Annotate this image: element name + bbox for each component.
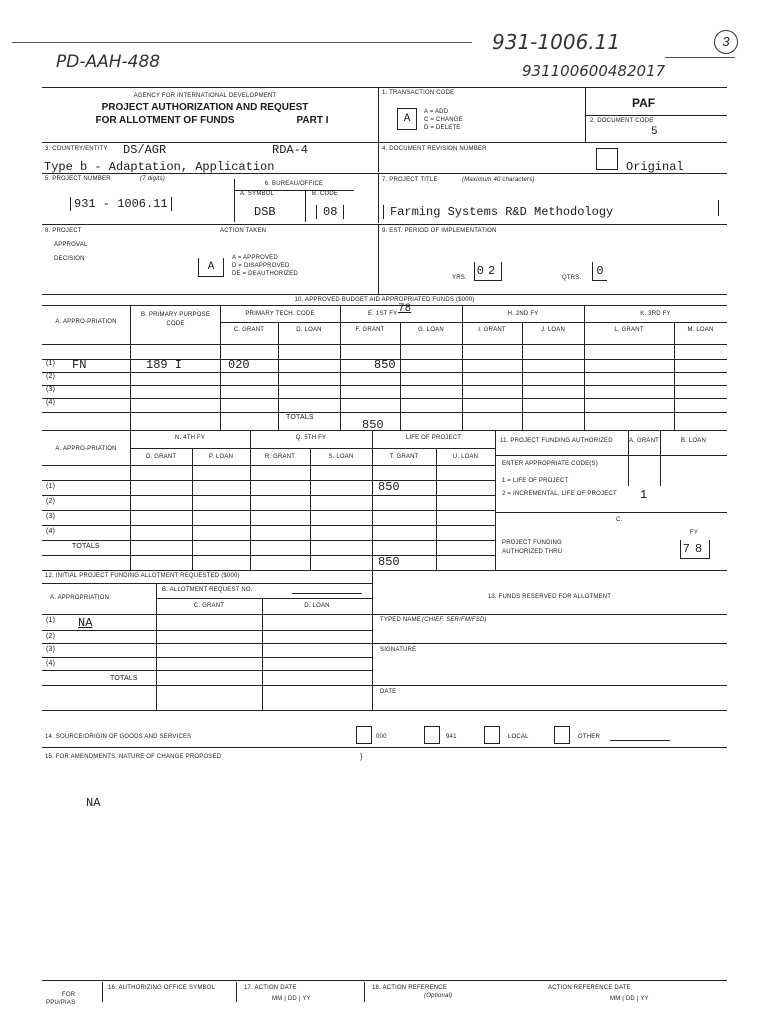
reserved-date: DATE — [380, 689, 397, 695]
initial-totals-label: TOTALS — [110, 675, 138, 682]
long-code-handwritten: 931100600482017 — [522, 62, 666, 80]
initial-b-allot: B. ALLOTMENT REQUEST NO. — [162, 587, 253, 593]
budget2-life: LIFE OF PROJECT — [405, 435, 462, 441]
approval-option-approved: A = APPROVED — [232, 255, 278, 261]
budget2-fifth-fy: Q. 5TH FY — [295, 435, 327, 441]
source-label: 14. SOURCE/ORIGIN OF GOODS AND SERVICES — [45, 734, 192, 740]
initial-a-approp: A. APPROPRIATION — [50, 595, 110, 601]
document-code-value: 5 — [651, 126, 658, 138]
source-checkbox-941[interactable] — [424, 726, 440, 744]
revision-box[interactable] — [596, 148, 618, 170]
country-extra: RDA-4 — [272, 143, 309, 157]
funding-option-2: 2 = INCREMENTAL, LIFE OF PROJECT — [502, 491, 617, 497]
funding-fy-value[interactable]: 78 — [680, 540, 710, 559]
source-checkbox-local[interactable] — [484, 726, 500, 744]
reserved-typed-name: TYPED NAME — [380, 617, 422, 623]
budget2-totals-label: TOTALS — [72, 543, 100, 550]
amendments-value: NA — [86, 796, 101, 810]
budget2-u-loan: U. LOAN — [452, 454, 479, 460]
budget-totals-f-grant: 850 — [362, 418, 384, 432]
budget-second-fy: H. 2ND FY — [507, 311, 539, 317]
table-row: (4) — [46, 528, 56, 535]
implementation-qtrs-label: QTRS. — [562, 275, 582, 281]
table-row: (2) — [46, 633, 56, 640]
bureau-label: 6. BUREAU/OFFICE — [264, 181, 324, 187]
initial-d-loan: D. LOAN — [304, 603, 330, 609]
country-value: DS/AGR — [123, 143, 167, 157]
budget2-p-loan: P. LOAN — [208, 454, 234, 460]
amendments-label: 15. FOR AMENDMENTS, NATURE OF CHANGE PROPOSED — [45, 754, 222, 760]
table-row: (1) — [46, 360, 56, 367]
document-code-label: 2. DOCUMENT CODE — [590, 118, 654, 124]
approval-option-deauthorized: DE = DEAUTHORIZED — [232, 271, 298, 277]
table-row: (4) — [46, 660, 56, 667]
funding-enter: ENTER APPROPRIATE CODE(S) — [502, 461, 598, 467]
transaction-code-label: 1. TRANSACTION CODE — [382, 90, 455, 96]
circled-number: 3 — [714, 30, 738, 54]
budget2-t-grant: T. GRANT — [389, 454, 419, 460]
budget-c-grant: C. GRANT — [233, 327, 265, 333]
form-title-line1: PROJECT AUTHORIZATION AND REQUEST — [101, 102, 309, 113]
footer-ppu: PPU/PIAS — [46, 1000, 76, 1006]
funding-label: 11. PROJECT FUNDING AUTHORIZED — [500, 438, 613, 444]
budget-primary-tech: PRIMARY TECH. CODE — [245, 311, 315, 317]
project-number-hint: (7 digits) — [140, 176, 166, 182]
budget-row1-tech-grant: 020 — [228, 358, 250, 372]
table-row: (4) — [46, 399, 56, 406]
implementation-label: 9. EST. PERIOD OF IMPLEMENTATION — [382, 228, 497, 234]
bureau-code-value[interactable]: 08 — [316, 205, 344, 219]
budget-l-grant: L. GRANT — [614, 327, 644, 333]
transaction-option-add: A = ADD — [424, 109, 449, 115]
approval-label-2: APPROVAL — [54, 242, 88, 248]
project-number-value[interactable]: 931 - 1006.11 — [70, 197, 172, 211]
budget-m-loan: M. LOAN — [687, 327, 714, 333]
budget2-row1-t-grant: 850 — [378, 480, 400, 494]
transaction-code-box[interactable]: A — [397, 108, 417, 130]
budget-f-grant: F. GRANT — [355, 327, 385, 333]
approval-decision-box[interactable]: A — [198, 258, 224, 277]
footer-f18-hint: (Optional) — [424, 993, 453, 999]
implementation-yrs-value[interactable]: 02 — [474, 262, 502, 281]
reserved-signature: SIGNATURE — [380, 647, 417, 653]
form-title-line2: FOR ALLOTMENT OF FUNDS — [95, 115, 235, 126]
paf-label: PAF — [632, 96, 656, 110]
budget2-o-grant: O. GRANT — [145, 454, 177, 460]
budget-row1-f-grant: 850 — [374, 358, 396, 372]
implementation-yrs-label: YRS. — [452, 275, 467, 281]
project-title-value[interactable]: Farming Systems R&D Methodology — [383, 205, 613, 219]
footer-for: FOR — [62, 992, 76, 998]
funding-b-loan: B. LOAN — [680, 438, 707, 444]
funding-fy-label: FY — [690, 530, 699, 536]
budget-row1-purpose: 189 I — [146, 358, 183, 372]
action-taken-label: ACTION TAKEN — [220, 228, 267, 234]
revision-value: Original — [626, 160, 684, 174]
budget2-s-loan: S. LOAN — [328, 454, 354, 460]
budget-i-grant: I. GRANT — [478, 327, 506, 333]
funding-thru-line1: PROJECT FUNDING — [502, 540, 562, 546]
budget-label: 10. APPROVED BUDGET AID APPROPRIATED FUNDS ($000) — [294, 297, 475, 303]
budget2-col-approp: A. APPRO-PRIATION — [55, 446, 117, 452]
table-row: (2) — [46, 498, 56, 505]
budget2-r-grant: R. GRANT — [264, 454, 296, 460]
budget-col-purpose: B. PRIMARY PURPOSE CODE — [140, 312, 211, 327]
source-option-other: OTHER — [578, 734, 600, 740]
project-title-label: 7. PROJECT TITLE — [382, 177, 438, 183]
form-part: PART I — [296, 115, 329, 126]
project-number-label: 5. PROJECT NUMBER — [45, 176, 111, 182]
funding-thru-line2: AUTHORIZED THRU — [502, 549, 563, 555]
approval-label-3: DECISION — [54, 256, 85, 262]
footer-f16: 16. AUTHORIZING OFFICE SYMBOL — [108, 985, 216, 991]
project-number-handwritten: 931-1006.11 — [492, 30, 621, 54]
country-label: 3. COUNTRY/ENTITY — [45, 146, 108, 152]
country-line2: Type b - Adaptation, Application — [44, 160, 275, 174]
funding-a-grant: A. GRANT — [629, 438, 659, 444]
initial-c-grant: C. GRANT — [193, 603, 225, 609]
funding-c-label: C. — [616, 517, 623, 523]
approval-label-1: 8. PROJECT — [45, 228, 82, 234]
project-title-hint: (Maximum 40 characters) — [462, 177, 535, 183]
funding-value: 1 — [640, 488, 648, 502]
revision-label: 4. DOCUMENT REVISION NUMBER — [382, 146, 487, 152]
budget-third-fy: K. 3RD FY — [640, 311, 671, 317]
budget-first-fy: E. 1ST FY — [368, 311, 398, 317]
agency-name: AGENCY FOR INTERNATIONAL DEVELOPMENT — [133, 93, 277, 99]
budget-d-loan: D. LOAN — [296, 327, 322, 333]
table-row: (3) — [46, 646, 56, 653]
footer-f17: 17. ACTION DATE — [244, 985, 297, 991]
reserved-typed-name-hint: (CHIEF, SER/FM/FSD) — [422, 617, 487, 623]
budget-j-loan: J. LOAN — [540, 327, 566, 333]
table-row: (1) — [46, 617, 56, 624]
amendments-bracket: ) — [360, 752, 363, 761]
table-row: (3) — [46, 386, 56, 393]
footer-f17-format: MM | DD | YY — [272, 996, 311, 1002]
footer-ref-date-format: MM | DD | YY — [610, 996, 649, 1002]
budget-totals-label: TOTALS — [286, 414, 314, 421]
budget-g-loan: G. LOAN — [418, 327, 444, 333]
source-checkbox-000[interactable] — [356, 726, 372, 744]
bureau-symbol-value: DSB — [254, 205, 276, 219]
footer-f18: 18. ACTION REFERENCE — [372, 985, 448, 991]
source-option-000: 000 — [376, 734, 387, 740]
implementation-qtrs-value[interactable]: 0 — [592, 262, 607, 281]
table-row: (1) — [46, 483, 56, 490]
budget2-fourth-fy: N. 4TH FY — [174, 435, 206, 441]
budget-first-fy-value: 78 — [398, 303, 412, 315]
budget-row1-approp: FN — [72, 358, 87, 372]
transaction-option-change: C = CHANGE — [424, 117, 463, 123]
table-row: (2) — [46, 373, 56, 380]
funding-option-1: 1 = LIFE OF PROJECT — [502, 478, 569, 484]
table-row: (3) — [46, 513, 56, 520]
footer-ref-date: ACTION REFERENCE DATE — [548, 985, 631, 991]
approval-option-disapproved: D = DISAPPROVED — [232, 263, 290, 269]
transaction-option-delete: D = DELETE — [424, 125, 461, 131]
budget-col-approp: A. APPRO-PRIATION — [55, 319, 117, 325]
bureau-code-label: B. CODE — [312, 191, 339, 197]
initial-row1-value: NA — [78, 616, 93, 630]
budget2-totals-t-grant: 850 — [378, 555, 400, 569]
doc-id-handwritten: PD-AAH-488 — [56, 52, 161, 72]
bureau-symbol-label: A. SYMBOL — [240, 191, 275, 197]
source-option-941: 941 — [446, 734, 457, 740]
initial-label: 12. INITIAL PROJECT FUNDING ALLOTMENT REQUESTED ($000) — [45, 573, 240, 579]
reserved-label: 13. FUNDS RESERVED FOR ALLOTMENT — [487, 594, 612, 600]
source-checkbox-other[interactable] — [554, 726, 570, 744]
source-option-local: LOCAL — [508, 734, 529, 740]
